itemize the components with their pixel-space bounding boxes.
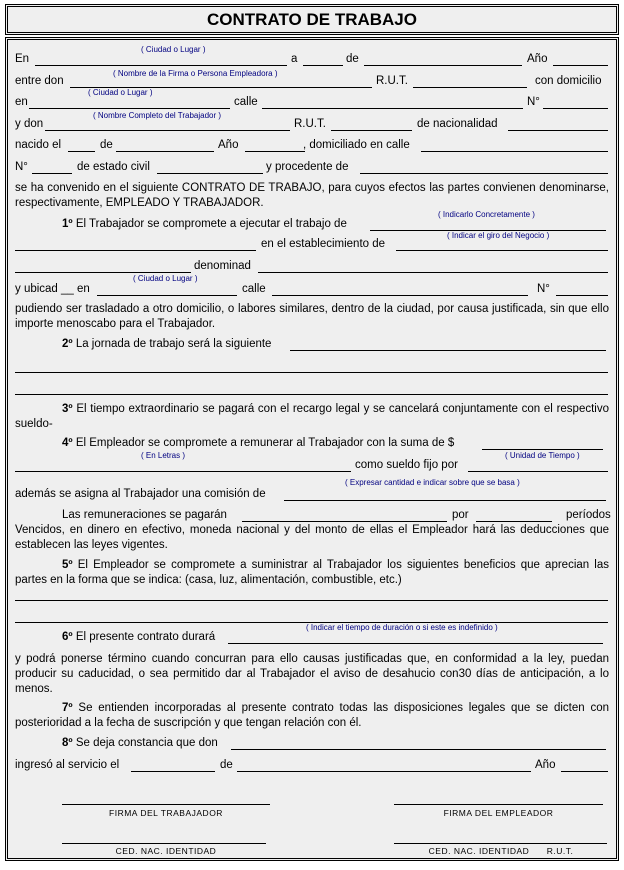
field-denominacion[interactable]	[258, 272, 608, 273]
hint-en-letras: ( En Letras )	[141, 451, 186, 460]
field-jornada-line-3[interactable]	[15, 394, 608, 395]
field-unidad-tiempo[interactable]	[468, 471, 608, 472]
clause-6	[62, 631, 215, 644]
hint-ciudad-lugar: ( Ciudad o Lugar )	[88, 88, 153, 97]
label-de: de	[220, 759, 233, 771]
hint-expresar-cantidad: ( Expresar cantidad e indicar sobre que se basa )	[345, 478, 520, 487]
label-periodos: períodos	[566, 509, 611, 521]
field-estado-civil[interactable]	[157, 173, 263, 174]
hint-tiempo-duracion: ( Indicar el tiempo de duración o si este es indefinido )	[306, 623, 498, 632]
field-trabajador-numero[interactable]	[32, 173, 72, 174]
clause-number: 2º	[62, 338, 73, 350]
label-ced-trabajador: CED. NAC. IDENTIDAD	[115, 846, 217, 856]
label-comision: además se asigna al Trabajador una comisión de	[15, 488, 266, 500]
hint-unidad-tiempo: ( Unidad de Tiempo )	[505, 451, 580, 460]
hint-nombre-firma: ( Nombre de la Firma o Persona Empleadora )	[113, 69, 278, 78]
field-mes[interactable]	[364, 65, 522, 66]
field-jornada-line-2[interactable]	[15, 372, 608, 373]
field-beneficios-line-1[interactable]	[15, 600, 608, 601]
label-numero: N°	[15, 161, 28, 173]
label-ced-empleador: CED. NAC. IDENTIDAD	[428, 846, 530, 856]
clause-1-tail: pudiendo ser trasladado a otro domicilio, o labores similares, dentro de la ciudad, por causa justificada, sin que ello importe menoscabo para el Trabajador.	[15, 303, 609, 330]
label-rut: R.U.T.	[376, 75, 408, 87]
field-ubicacion-numero[interactable]	[556, 295, 608, 296]
field-empleador-ciudad[interactable]	[29, 108, 230, 109]
label-ubicad: y ubicad __ en	[15, 283, 90, 295]
label-procedente: y procedente de	[266, 161, 349, 173]
clause-number: 6º	[62, 631, 73, 643]
label-anio: Año	[218, 139, 239, 151]
label-anio: Año	[527, 53, 548, 65]
label-en: En	[15, 53, 30, 65]
clause-number: 7º	[62, 702, 73, 714]
field-ubicacion-calle[interactable]	[272, 295, 528, 296]
label-rut-empleador: R.U.T.	[546, 846, 574, 856]
clause-text: El tiempo extraordinario se pagará con el recargo legal y se cancelará conjuntamente con el respectivo sueldo-	[15, 403, 609, 430]
field-ubicacion-ciudad[interactable]	[97, 295, 237, 296]
label-con-domicilio: con domicilio	[535, 75, 602, 87]
label-sueldo-fijo: como sueldo fijo por	[355, 459, 458, 471]
label-de: de	[346, 53, 359, 65]
hint-ciudad-lugar: ( Ciudad o Lugar )	[133, 274, 198, 283]
field-empleador-numero[interactable]	[543, 108, 608, 109]
field-constancia-nombre[interactable]	[231, 749, 606, 750]
field-nacimiento-mes[interactable]	[116, 151, 214, 152]
clause-text: El Trabajador se compromete a ejecutar el trabajo de	[75, 218, 347, 230]
clause-text: El Empleador se compromete a suministrar al Trabajador los siguientes beneficios que aprecian las partes en la forma que se indica: (casa, luz, alimentación, combustible, etc.)	[15, 559, 609, 586]
clause-1-intro	[62, 218, 347, 231]
label-denominad: denominad	[194, 260, 251, 272]
label-entre-don: entre don	[15, 75, 64, 87]
field-empleador-calle[interactable]	[262, 108, 523, 109]
clause-4-tail: Vencidos, en dinero en efectivo, moneda nacional y del monto de ellas el Empleador hará las deducciones que establecen las leyes vigentes.	[15, 524, 609, 551]
field-nacimiento-anio[interactable]	[245, 151, 305, 152]
clause-number: 8º	[62, 737, 73, 749]
label-pagaran: Las remuneraciones se pagarán	[62, 509, 227, 521]
clause-text: El Empleador se compromete a remunerar al Trabajador con la suma de $	[75, 437, 455, 449]
label-de: de	[100, 139, 113, 151]
clause-8	[62, 737, 218, 750]
clause-text: La jornada de trabajo será la siguiente	[75, 338, 272, 350]
field-ingreso-anio[interactable]	[561, 771, 608, 772]
document-title: CONTRATO DE TRABAJO	[207, 10, 417, 29]
label-numero: N°	[527, 96, 540, 108]
field-ced-rut-empleador[interactable]	[394, 843, 607, 844]
title-box	[5, 4, 619, 35]
label-y-don: y don	[15, 118, 44, 130]
label-nacido: nacido el	[15, 139, 62, 151]
field-trabajador-rut[interactable]	[331, 130, 412, 131]
label-numero: N°	[537, 283, 550, 295]
hint-indicarlo: ( Indicarlo Concretamente )	[438, 210, 535, 219]
field-trabajo-cont[interactable]	[15, 250, 256, 251]
clause-number: 5º	[62, 559, 73, 571]
field-empleador-rut[interactable]	[413, 87, 527, 88]
label-rut: R.U.T.	[294, 118, 326, 130]
label-en: en	[15, 96, 28, 108]
field-jornada[interactable]	[290, 350, 606, 351]
field-nacimiento-dia[interactable]	[68, 151, 95, 152]
clause-number: 3º	[62, 403, 73, 415]
signature-line-trabajador[interactable]	[62, 804, 270, 805]
field-trabajador-calle[interactable]	[421, 151, 608, 152]
label-firma-trabajador: FIRMA DEL TRABAJADOR	[109, 808, 223, 818]
field-ingreso-mes[interactable]	[237, 771, 531, 772]
clause-3	[15, 402, 609, 432]
clause-4	[62, 437, 454, 450]
label-ingreso: ingresó al servicio el	[15, 759, 120, 771]
label-estado-civil: de estado civil	[77, 161, 150, 173]
label-nacionalidad: de nacionalidad	[417, 118, 498, 130]
field-ced-trabajador[interactable]	[62, 843, 266, 844]
clause-6-tail: y podrá ponerse término cuando concurran para ello causas justificadas que, en conformidad a la ley, puedan producir su caducidad, o sea permitido dar al Trabajador el aviso de desahucio con30 días de anticipación, a lo menos.	[15, 653, 609, 695]
hint-ciudad-lugar: ( Ciudad o Lugar )	[141, 45, 206, 54]
field-suma[interactable]	[482, 449, 603, 450]
clause-number: 4º	[62, 437, 73, 449]
field-duracion[interactable]	[228, 643, 603, 644]
field-trabajador-nombre[interactable]	[45, 130, 290, 131]
clause-text: Se entienden incorporadas al presente contrato todas las disposiciones legales que se dicten con posterioridad a la fecha de suscripción y que tengan relación con él.	[15, 702, 609, 729]
label-establecimiento: en el establecimiento de	[261, 238, 386, 250]
clause-text: El presente contrato durará	[75, 631, 216, 643]
label-por: por	[452, 509, 469, 521]
label-domiciliado: , domiciliado en calle	[303, 139, 410, 151]
field-suma-letras[interactable]	[15, 471, 351, 472]
clause-number: 1º	[62, 218, 73, 230]
field-establecimiento-cont[interactable]	[15, 272, 191, 273]
clause-5	[15, 558, 609, 588]
field-comision[interactable]	[284, 500, 606, 501]
clause-2	[62, 338, 271, 351]
clause-7	[15, 701, 609, 731]
field-dia[interactable]	[303, 65, 343, 66]
field-establecimiento[interactable]	[396, 250, 608, 251]
field-nacionalidad[interactable]	[508, 130, 608, 131]
label-calle: calle	[234, 96, 258, 108]
intro-paragraph: se ha convenido en el siguiente CONTRATO DE TRABAJO, para cuyos efectos las partes convienen denominarse, respectivamente, EMPLEADO Y TRABAJADOR.	[15, 182, 609, 209]
field-periodo[interactable]	[476, 521, 552, 522]
label-calle: calle	[242, 283, 266, 295]
clause-text: Se deja constancia que don	[75, 737, 218, 749]
hint-nombre-trabajador: ( Nombre Completo del Trabajador )	[93, 111, 222, 120]
hint-giro-negocio: ( Indicar el giro del Negocio )	[447, 231, 550, 240]
label-firma-empleador: FIRMA DEL EMPLEADOR	[443, 808, 554, 818]
field-forma-pago[interactable]	[242, 521, 447, 522]
field-ingreso-dia[interactable]	[131, 771, 215, 772]
signature-line-empleador[interactable]	[394, 804, 603, 805]
label-a: a	[291, 53, 298, 65]
field-ciudad[interactable]	[35, 65, 287, 66]
label-anio: Año	[535, 759, 556, 771]
field-procedente[interactable]	[360, 173, 608, 174]
field-anio[interactable]	[553, 65, 608, 66]
